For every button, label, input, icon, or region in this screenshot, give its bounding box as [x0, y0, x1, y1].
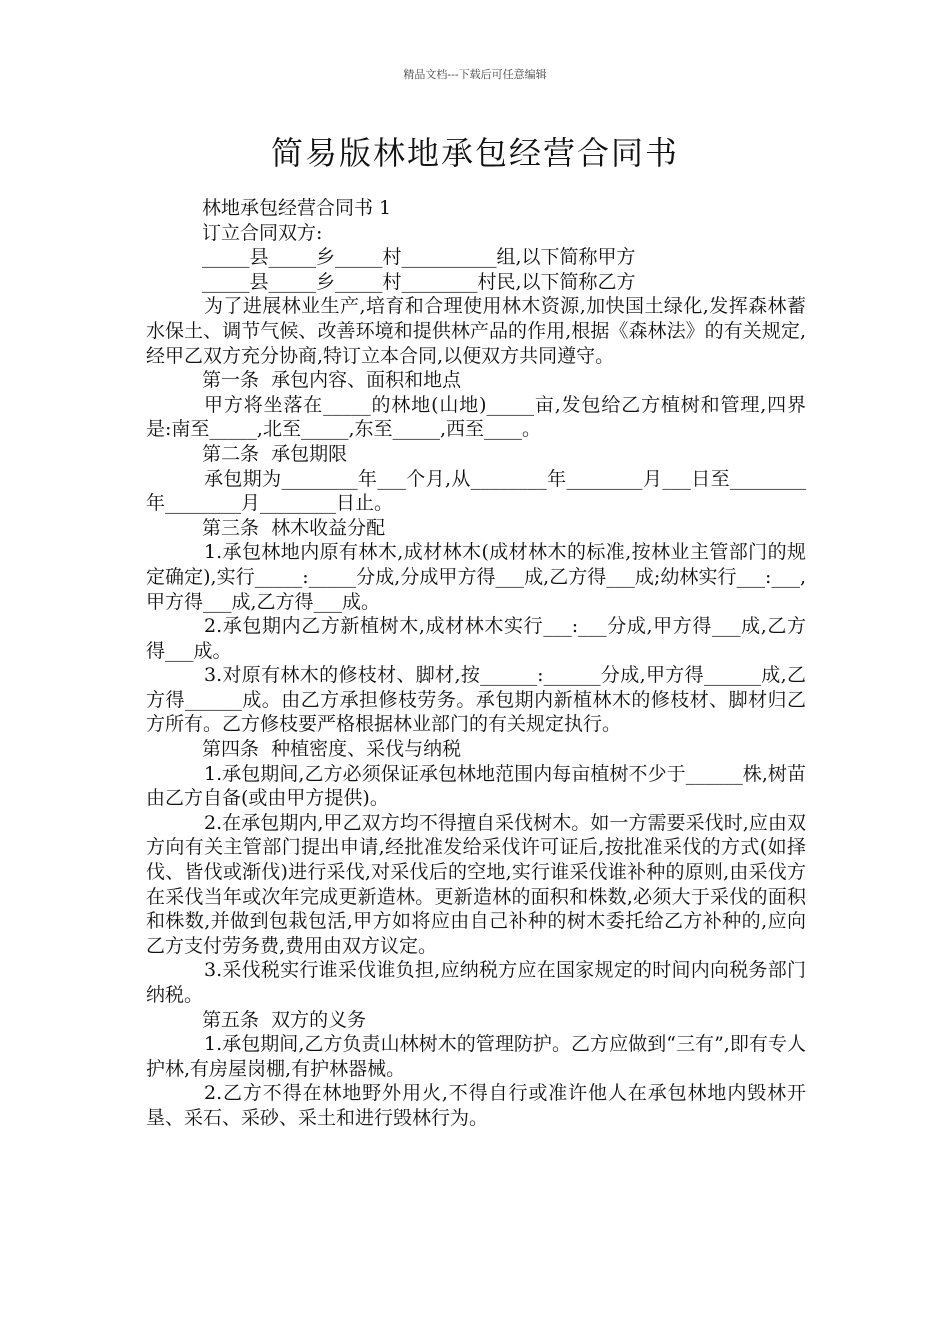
article-4-clause-1: 1.承包期间,乙方必须保证承包林地范围内每亩植树不少于______株,树苗由乙方自备(或由甲方提供)。 [146, 762, 806, 810]
article-3-clause-3: 3.对原有林木的修枝材、脚材,按______:______分成,甲方得______成,乙方得______成。由乙方承担修枝劳务。承包期内新植林木的修枝材、脚材归乙方所有。乙方修枝要严格根据林业部门的有关规定执行。 [146, 664, 806, 736]
document-body [146, 196, 806, 1131]
article-2-heading: 第二条 承包期限 [202, 442, 348, 465]
article-1-text: 甲方将坐落在_____的林地(山地)_____亩,发包给乙方植树和管理,四界是:南至_____,北至_____,东至_____,西至____。 [146, 393, 806, 441]
article-2-text: 承包期为________年___个月,从________年________月___日至________年________月________日止。 [146, 467, 806, 515]
document-title: 简易版林地承包经营合同书 [270, 134, 679, 172]
article-4-heading: 第四条 种植密度、采伐与纳税 [202, 738, 462, 761]
parties-heading: 订立合同双方: [202, 221, 323, 244]
article-3-clause-2: 2.承包期内乙方新植树木,成材林木实行___:___分成,甲方得___成,乙方得___成。 [146, 615, 806, 662]
article-3-heading: 第三条 林木收益分配 [202, 516, 386, 539]
article-4-clause-2: 2.在承包期内,甲乙双方均不得擅自采伐树木。如一方需要采伐时,应由双方向有关主管部门提出申请,经批准发给采伐许可证后,按批准采伐的方式(如择伐、皆伐或渐伐)进行采伐,对采伐后的空地,实行谁采伐谁补种的原则,由采伐方在采伐当年或次年完成更新造林。更新造林的面积和株数,必须大于采伐的面积和株数,并做到包栽包活,甲方如将应由自己补种的树木委托给乙方补种的,应向乙方支付劳务费,费用由双方议定。 [146, 811, 806, 957]
article-3-clause-1: 1.承包林地内原有林木,成材林木(成材林木的标准,按林业主管部门的规定确定),实行_____:_____分成,分成甲方得___成,乙方得___成;幼林实行___:___,甲方得___成,乙方得___成。 [146, 541, 806, 613]
contract-subtitle: 林地承包经营合同书 1 [202, 197, 392, 219]
article-5-clause-1: 1.承包期间,乙方负责山林树木的管理防护。乙方应做到“三有”,即有专人护林,有房屋岗棚,有护林器械。 [146, 1033, 806, 1080]
article-4-clause-3: 3.采伐税实行谁采伐谁负担,应纳税方应在国家规定的时间内向税务部门纳税。 [146, 959, 806, 1006]
party-b-line: _____县_____乡_____村________村民,以下简称乙方 [202, 270, 636, 293]
party-a-line: _____县_____乡_____村__________组,以下简称甲方 [202, 246, 636, 269]
article-1-heading: 第一条 承包内容、面积和地点 [202, 369, 462, 392]
header-note: 精品文档---下载后可任意编辑 [403, 68, 547, 81]
article-5-heading: 第五条 双方的义务 [202, 1008, 367, 1031]
preamble-paragraph: 为了进展林业生产,培育和合理使用林木资源,加快国土绿化,发挥森林蓄水保土、调节气候、改善环境和提供林产品的作用,根据《森林法》的有关规定,经甲乙双方充分协商,特订立本合同,以便双方共同遵守。 [146, 295, 806, 367]
article-5-clause-2: 2.乙方不得在林地野外用火,不得自行或准许他人在承包林地内毁林开垦、采石、采砂、采土和进行毁林行为。 [146, 1082, 806, 1129]
